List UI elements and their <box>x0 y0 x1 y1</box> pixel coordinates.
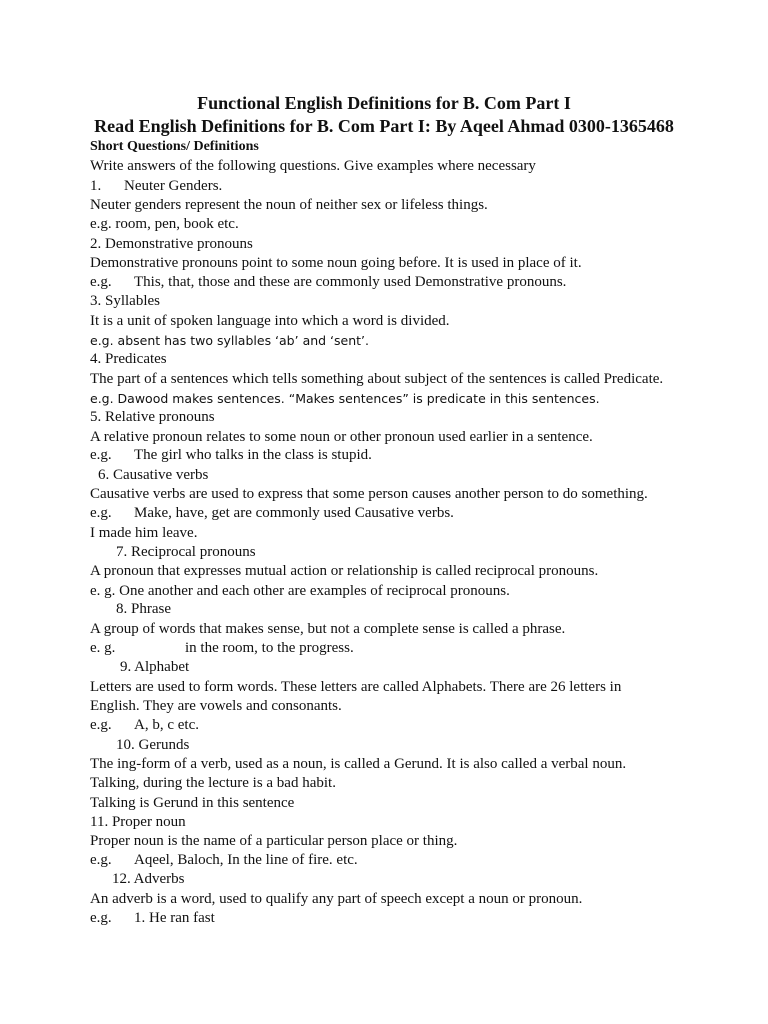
example-text: 1. He ran fast <box>134 910 215 926</box>
item-example <box>90 504 454 522</box>
item-heading: 5. Relative pronouns <box>90 409 215 425</box>
example-text: Aqeel, Baloch, In the line of fire. etc. <box>134 852 358 868</box>
item-example: Talking, during the lecture is a bad habit. <box>90 775 336 791</box>
item-definition: A pronoun that expresses mutual action or relationship is called reciprocal pronouns. <box>90 563 599 579</box>
item-heading <box>90 177 222 195</box>
item-definition: The ing-form of a verb, used as a noun, is called a Gerund. It is also called a verbal noun. <box>90 756 627 772</box>
example-text: A, b, c etc. <box>134 717 199 733</box>
example-label: e. g. <box>90 640 116 656</box>
item-definition: Letters are used to form words. These letters are called Alphabets. There are 26 letters in <box>90 679 622 695</box>
item-definition: A group of words that makes sense, but not a complete sense is called a phrase. <box>90 621 566 637</box>
item-definition: Proper noun is the name of a particular person place or thing. <box>90 833 458 849</box>
example-label: e.g. <box>90 274 112 290</box>
item-definition: Demonstrative pronouns point to some noun going before. It is used in place of it. <box>90 255 582 271</box>
example-text: The girl who talks in the class is stupid. <box>134 447 372 463</box>
item-heading: 11. Proper noun <box>90 814 186 830</box>
item-example <box>90 909 215 927</box>
example-text: Make, have, get are commonly used Causative verbs. <box>134 505 454 521</box>
item-definition: An adverb is a word, used to qualify any part of speech except a noun or pronoun. <box>90 891 583 907</box>
item-example: e.g. Dawood makes sentences. “Makes sentences” is predicate in this sentences. <box>90 391 600 406</box>
document-title: Functional English Definitions for B. Com Part I <box>197 93 571 113</box>
item-extra-example: I made him leave. <box>90 525 198 541</box>
item-example: e.g. room, pen, book etc. <box>90 216 239 232</box>
item-definition: Neuter genders represent the noun of neither sex or lifeless things. <box>90 197 488 213</box>
example-label: e.g. <box>90 717 112 733</box>
item-example <box>90 639 354 657</box>
example-label: e.g. <box>90 505 112 521</box>
item-definition: A relative pronoun relates to some noun or other pronoun used earlier in a sentence. <box>90 429 593 445</box>
item-heading: 8. Phrase <box>116 601 171 617</box>
item-heading: 10. Gerunds <box>116 737 190 753</box>
example-label: e.g. <box>90 852 112 868</box>
item-example <box>90 851 358 869</box>
item-example <box>90 716 199 734</box>
item-heading: 6. Causative verbs <box>98 467 209 483</box>
section-heading: Short Questions/ Definitions <box>90 139 259 154</box>
item-heading: 9. Alphabet <box>120 659 190 675</box>
example-label: e.g. <box>90 910 112 926</box>
example-label: e.g. <box>90 447 112 463</box>
item-definition: Causative verbs are used to express that some person causes another person to do something. <box>90 486 648 502</box>
item-heading: 12. Adverbs <box>112 871 185 887</box>
item-definition: The part of a sentences which tells something about subject of the sentences is called Predicate. <box>90 371 664 387</box>
item-example: Talking is Gerund in this sentence <box>90 795 295 811</box>
item-definition: It is a unit of spoken language into which a word is divided. <box>90 313 450 329</box>
item-heading: 3. Syllables <box>90 293 160 309</box>
item-number: 1. <box>90 178 102 194</box>
example-text: in the room, to the progress. <box>185 640 354 656</box>
instruction-text: Write answers of the following questions. Give examples where necessary <box>90 158 536 174</box>
item-example <box>90 273 566 291</box>
item-example: e. g. One another and each other are examples of reciprocal pronouns. <box>90 583 510 599</box>
item-heading: 2. Demonstrative pronouns <box>90 236 253 252</box>
item-definition: English. They are vowels and consonants. <box>90 698 342 714</box>
item-example: e.g. absent has two syllables ‘ab’ and ‘sent’. <box>90 333 370 348</box>
item-heading: 7. Reciprocal pronouns <box>116 544 256 560</box>
item-heading-text: Neuter Genders. <box>124 178 223 194</box>
item-heading: 4. Predicates <box>90 351 167 367</box>
example-text: This, that, those and these are commonly used Demonstrative pronouns. <box>134 274 567 290</box>
document-subtitle: Read English Definitions for B. Com Part I: By Aqeel Ahmad 0300-1365468 <box>94 116 674 136</box>
item-example <box>90 446 372 464</box>
